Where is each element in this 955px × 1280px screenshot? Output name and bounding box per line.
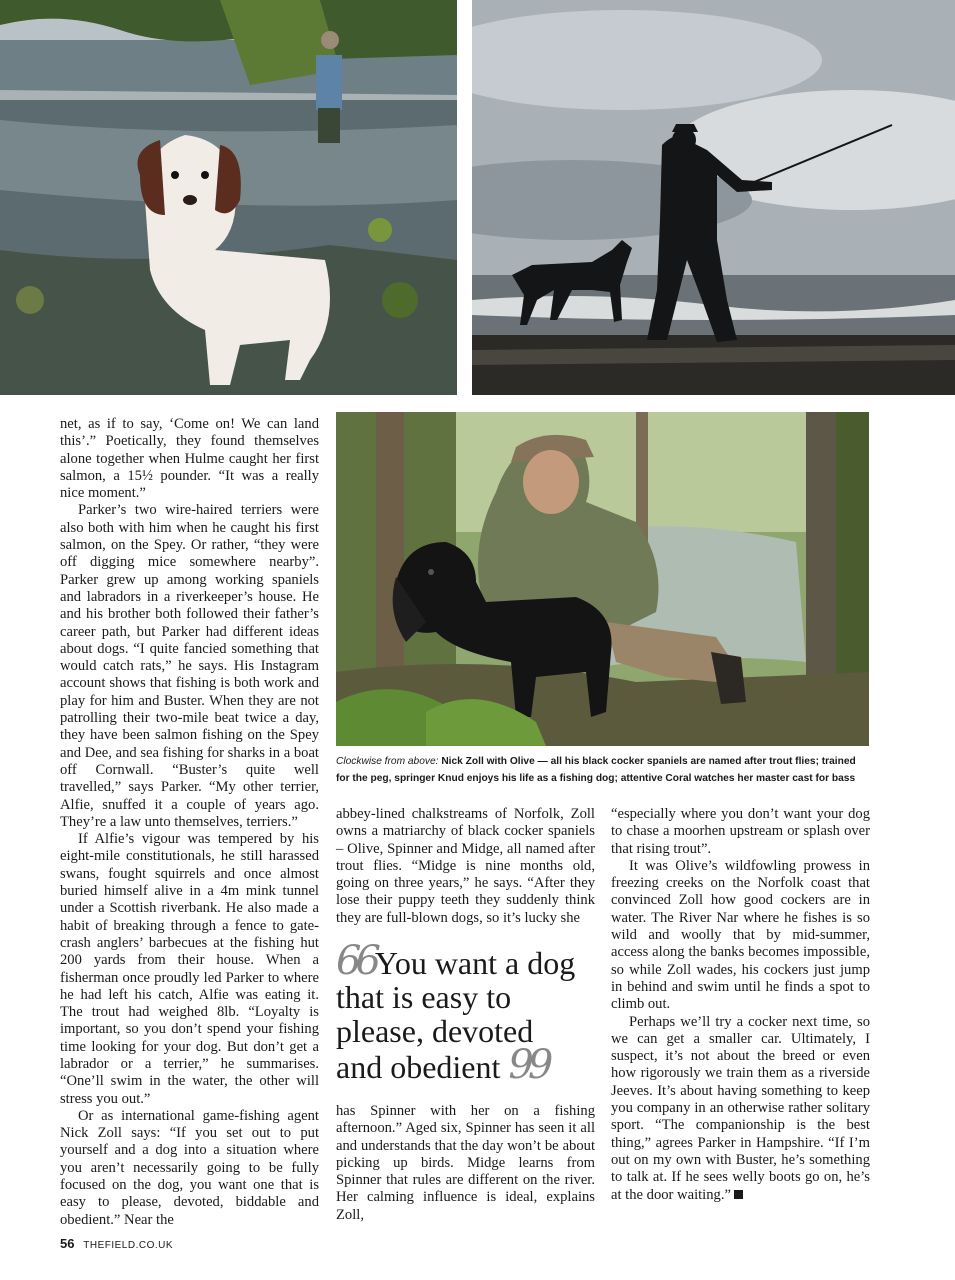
article-column-3 [611, 806, 870, 1204]
page-number: 56 [60, 1236, 75, 1251]
closing-paragraph-text: Perhaps we’ll try a cocker next time, so we can get a smaller car. Ultimately, I suspect, it’s not about the breed or even how rigorously we train them as a riverside Jeeves. It’s about having something to keep you company in an otherwise rather solitary sport. “The companionship is the best thing,” agrees Parker in Hampshire. “If I’m out on my own with Buster, he’s something to talk at. If he sees welly boots go on, he’s at the door waiting.” [611, 1013, 870, 1203]
paragraph: It was Olive’s wildfowling prowess in freezing creeks on the Norfolk coast that convinced Zoll how good cockers are in water. The River Nar where he fishes is so wild and woolly that by mid-summer, access along the banks becomes impossible, so while Zoll wades, his cockers just jump in behind and swim until he finds a spot to climb out. [611, 857, 870, 1013]
paragraph: has Spinner with her on a fishing afternoon.” Aged six, Spinner has seen it all and understands that the day won’t be about picking up birds. Midge learns from Spinner that rules are different on the river. Her calming influence is ideal, explains Zoll, [336, 1103, 595, 1223]
angler-silhouette-beach-photo [472, 0, 955, 395]
springer-spaniel-river-photo [0, 0, 457, 395]
article-column-1 [60, 416, 319, 1229]
paragraph: abbey-lined chalkstreams of Norfolk, Zoll owns a matriarchy of black cocker spaniels – Olive, Spinner and Midge, all named after trout flies. “Midge is nine months old, going on three years,” he says. “After they lose their puppy teeth they suddenly think they are full-blown dogs, so it’s lucky she [336, 806, 595, 926]
close-quote-mark: 99 [508, 1042, 548, 1088]
article-column-2-bottom [336, 1103, 595, 1224]
photo-caption [336, 753, 870, 787]
caption-lead: Clockwise from above: [336, 756, 439, 767]
page-footer [60, 1236, 173, 1251]
paragraph: net, as if to say, ‘Come on! We can land this’.” Poetically, they found themselves alone together when Hulme caught her first salmon, a 15½ pounder. “It was a really nice moment.” [60, 416, 319, 502]
end-mark-icon [734, 1190, 743, 1199]
pull-quote-text: You want a dog that is easy to please, devoted and obedient [336, 945, 576, 1085]
paragraph [611, 1014, 870, 1204]
open-quote-mark: 66 [336, 938, 375, 984]
caption-body: Nick Zoll with Olive — all his black cocker spaniels are named after trout flies; trained for the peg, springer Knud enjoys his life as a fishing dog; attentive Coral watches her master cast for bass [336, 756, 856, 784]
paragraph: “especially where you don’t want your dog to chase a moorhen upstream or splash over that rising trout”. [611, 806, 870, 857]
pull-quote [336, 938, 586, 1088]
paragraph: If Alfie’s vigour was tempered by his eight-mile constitutionals, he still harassed swans, fought squirrels and once almost buried himself alive in a 4m mink tunnel under a Scottish riverbank. He also made a habit of breaking through a fence to gate-crash anglers’ barbecues at the fishing hut 200 yards from their house. When a fisherman once proudly led Parker to where he had left his catch, Alfie was eating it. The trout had weighed 8lb. “Loyalty is important, so you don’t spend your fishing time looking for your dog. But don’t get a labrador or a terrier,” he summarises. “One’ll swim in the water, the other will stress you out.” [60, 831, 319, 1107]
article-column-2-top [336, 806, 595, 927]
nick-zoll-cocker-spaniel-photo [336, 412, 869, 746]
paragraph: Or as international game-fishing agent Nick Zoll says: “If you set out to put yourself and a dog into a situation where you aren’t necessarily going to be fully focused on the dog, you want one that is easy to please, devoted, biddable and obedient.” Near the [60, 1107, 319, 1228]
site-url: THEFIELD.CO.UK [83, 1240, 174, 1251]
paragraph: Parker’s two wire-haired terriers were also both with him when he caught his first salmon, on the Spey. Or rather, “they were off digging mice somewhere nearby”. Parker grew up among working spaniels and labradors in a riverkeeper’s house. He and his brother both followed their father’s career path, but Parker had different ideas about dogs. “I quite fancied something that would catch rats,” he says. His Instagram account shows that fishing is both work and play for him and Buster. When they are not patrolling their two-mile beat twice a day, they have been salmon fishing on the Spey and Dee, and sea fishing for sharks in a boat off Cornwall. “Buster’s quite well travelled,” says Parker. “My other terrier, Alfie, snuffed it a couple of years ago. They’re a law unto themselves, terriers.” [60, 502, 319, 830]
